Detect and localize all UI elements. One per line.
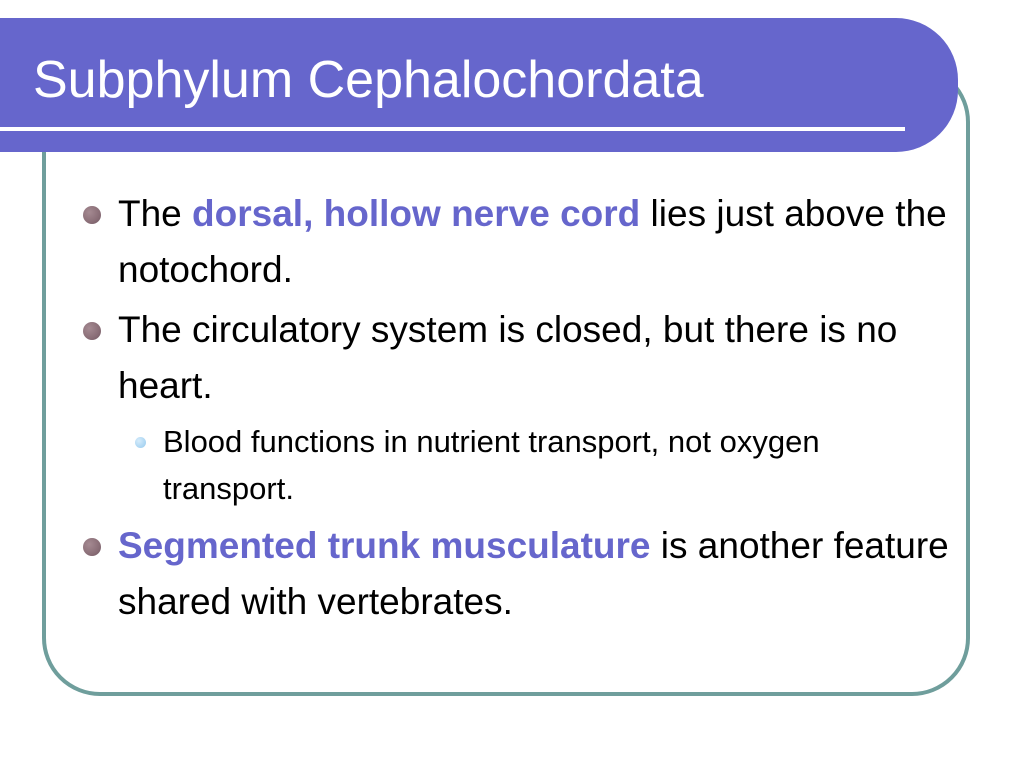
sub-bullet-dot-icon — [135, 437, 146, 448]
highlight-term: Segmented trunk musculature — [118, 525, 651, 566]
bullet-text: The circulatory system is closed, but there is no heart. — [118, 309, 898, 406]
bullet-text: The — [118, 193, 193, 234]
sub-bullet-item — [80, 418, 950, 512]
bullet-item — [80, 302, 950, 414]
highlight-term: dorsal, hollow nerve cord — [192, 193, 641, 234]
sub-bullet-text: Blood functions in nutrient transport, not oxygen transport. — [163, 424, 820, 506]
slide-title: Subphylum Cephalochordata — [33, 51, 704, 109]
bullet-text: lies just above the notochord. — [118, 193, 947, 290]
bullet-item — [80, 186, 950, 298]
bullet-list — [80, 186, 950, 634]
bullet-dot-icon — [83, 322, 101, 340]
bullet-dot-icon — [83, 206, 101, 224]
bullet-dot-icon — [83, 538, 101, 556]
title-rule — [0, 127, 905, 131]
bullet-text: is another feature shared with vertebrates. — [118, 525, 949, 622]
bullet-item — [80, 518, 950, 630]
